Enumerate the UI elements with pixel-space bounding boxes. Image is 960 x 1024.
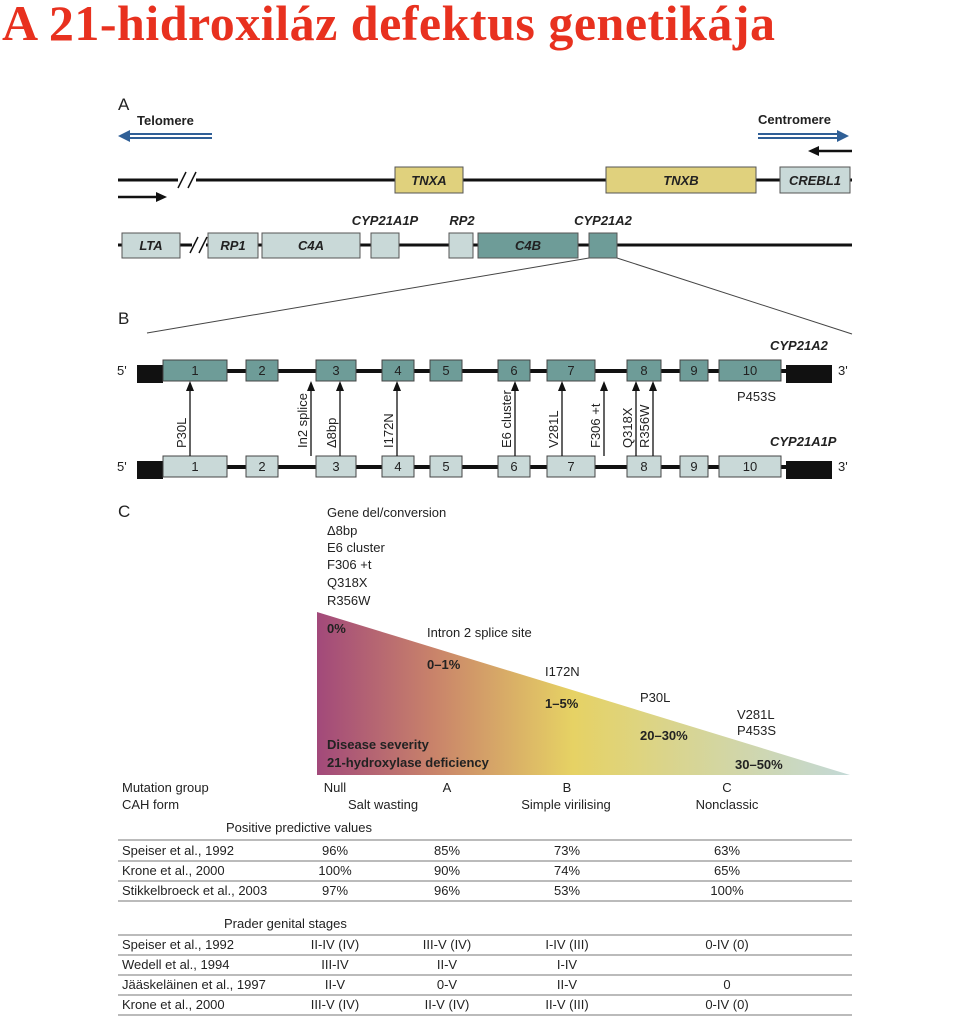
svg-text:7: 7 xyxy=(567,459,575,474)
svg-text:5: 5 xyxy=(442,363,450,378)
intron-2-splice-label: Intron 2 splice site xyxy=(427,625,532,640)
percent-a: 0–1% xyxy=(427,657,461,672)
svg-text:53%: 53% xyxy=(553,883,581,898)
cyp21a2-exon-4 xyxy=(382,360,414,381)
gene-box-cyp21a2 xyxy=(574,213,633,258)
p453s-label: P453S xyxy=(737,723,777,738)
panel-a-letter: A xyxy=(118,95,130,114)
svg-text:III-V (IV): III-V (IV) xyxy=(422,937,472,952)
cyp21a2-label: CYP21A2 xyxy=(770,338,828,353)
svg-text:3: 3 xyxy=(332,363,340,378)
panel-b-letter: B xyxy=(118,309,130,328)
five-prime-top: 5' xyxy=(117,363,127,378)
svg-text:I-IV (III): I-IV (III) xyxy=(545,937,589,952)
ppv-row xyxy=(118,863,852,881)
cyp21a1p-exon-7 xyxy=(547,456,595,477)
five-prime-bottom: 5' xyxy=(117,459,127,474)
cyp21a2-exon-9 xyxy=(680,360,708,381)
svg-text:2: 2 xyxy=(258,363,266,378)
svg-text:RP1: RP1 xyxy=(220,238,246,253)
direction-arrow-right xyxy=(118,192,167,202)
svg-text:Stikkelbroeck et al., 2003: Stikkelbroeck et al., 2003 xyxy=(122,883,268,898)
mutation-arrows xyxy=(174,381,657,456)
centromere-label: Centromere xyxy=(758,112,831,127)
p453s-mutation-label: P453S xyxy=(737,389,777,404)
ppv-table xyxy=(118,840,852,901)
svg-text:TNXA: TNXA xyxy=(411,173,447,188)
cyp21a2-exon-5 xyxy=(430,360,462,381)
ppv-row xyxy=(118,843,852,861)
centromere-arrow xyxy=(758,130,849,142)
svg-text:0-IV (0): 0-IV (0) xyxy=(705,997,749,1012)
gene-box-tnxa xyxy=(395,167,463,193)
svg-text:E6 cluster: E6 cluster xyxy=(499,390,514,448)
mutation-5 xyxy=(499,381,519,456)
cyp21a1p-exon-9 xyxy=(680,456,708,477)
mutation-4 xyxy=(381,381,401,456)
prader-row xyxy=(118,977,852,995)
panel-c-letter: C xyxy=(118,502,131,521)
svg-text:0-V: 0-V xyxy=(436,977,458,992)
i172n-label: I172N xyxy=(545,664,580,679)
svg-text:7: 7 xyxy=(567,363,575,378)
svg-text:C4A: C4A xyxy=(297,238,325,253)
svg-text:A: A xyxy=(442,780,452,795)
svg-text:R356W: R356W xyxy=(327,593,371,608)
svg-text:B: B xyxy=(562,780,572,795)
svg-text:II-V: II-V xyxy=(436,957,458,972)
svg-text:Jääskeläinen et al., 1997: Jääskeläinen et al., 1997 xyxy=(122,977,266,992)
disease-severity-label: Disease severity xyxy=(327,737,429,752)
v281l-label: V281L xyxy=(737,707,775,722)
svg-text:Δ8bp: Δ8bp xyxy=(327,523,358,538)
three-prime-bottom: 3' xyxy=(838,459,848,474)
svg-text:II-V: II-V xyxy=(324,977,346,992)
p30l-label: P30L xyxy=(640,690,671,705)
cah-form-row xyxy=(122,797,759,812)
svg-text:C4B: C4B xyxy=(514,238,542,253)
svg-text:Q318X: Q318X xyxy=(620,407,635,448)
mutation-2 xyxy=(295,381,315,456)
svg-text:100%: 100% xyxy=(710,883,744,898)
cyp21a2-exon-8 xyxy=(627,360,661,381)
svg-text:Wedell et al., 1994: Wedell et al., 1994 xyxy=(122,957,230,972)
svg-text:C: C xyxy=(722,780,732,795)
svg-text:I172N: I172N xyxy=(381,413,396,448)
svg-text:Gene del/conversion: Gene del/conversion xyxy=(327,505,447,520)
mutation-3 xyxy=(324,381,344,456)
svg-text:97%: 97% xyxy=(321,883,349,898)
svg-text:LTA: LTA xyxy=(139,238,163,253)
svg-text:Simple virilising: Simple virilising xyxy=(521,797,611,812)
prader-header: Prader genital stages xyxy=(224,916,347,931)
svg-text:Q318X: Q318X xyxy=(327,575,368,590)
mutation-7 xyxy=(588,381,608,456)
cyp21a1p-exon-6 xyxy=(498,456,530,477)
percent-p30l: 20–30% xyxy=(640,728,688,743)
svg-text:10: 10 xyxy=(742,363,758,378)
svg-text:3: 3 xyxy=(332,459,340,474)
svg-text:CREBL1: CREBL1 xyxy=(788,173,842,188)
svg-text:90%: 90% xyxy=(433,863,461,878)
mutation-9 xyxy=(637,381,657,456)
svg-text:6: 6 xyxy=(510,459,518,474)
svg-text:III-IV: III-IV xyxy=(321,957,349,972)
svg-text:II-V (III): II-V (III) xyxy=(545,997,589,1012)
svg-text:I-IV: I-IV xyxy=(556,957,578,972)
cyp21a2-exon-1 xyxy=(163,360,227,381)
svg-text:Nonclassic: Nonclassic xyxy=(695,797,759,812)
cyp21a1p-exon-1 xyxy=(163,456,227,477)
cyp21a1p-exon-2 xyxy=(246,456,278,477)
svg-text:Mutation group: Mutation group xyxy=(122,780,209,795)
telomere-arrow xyxy=(118,130,212,142)
svg-text:R356W: R356W xyxy=(637,404,652,448)
svg-text:F306 +t: F306 +t xyxy=(588,403,603,448)
svg-text:1: 1 xyxy=(191,459,199,474)
direction-arrow-left xyxy=(808,146,852,156)
svg-text:Speiser et al., 1992: Speiser et al., 1992 xyxy=(122,843,235,858)
svg-text:Speiser et al., 1992: Speiser et al., 1992 xyxy=(122,937,235,952)
svg-text:85%: 85% xyxy=(433,843,461,858)
svg-text:8: 8 xyxy=(640,363,648,378)
cyp21a2-exon-7 xyxy=(547,360,595,381)
ppv-header: Positive predictive values xyxy=(226,820,372,835)
gene-box-rp2 xyxy=(449,213,475,258)
svg-text:6: 6 xyxy=(510,363,518,378)
svg-text:5: 5 xyxy=(442,459,450,474)
three-prime-top: 3' xyxy=(838,363,848,378)
mutation-1 xyxy=(174,381,194,456)
mutation-group-row xyxy=(122,780,732,795)
svg-text:V281L: V281L xyxy=(546,410,561,448)
page-title: A 21-hidroxiláz defektus genetikája xyxy=(2,0,776,51)
svg-text:CYP21A2: CYP21A2 xyxy=(574,213,632,228)
svg-text:II-V (IV): II-V (IV) xyxy=(424,997,470,1012)
ppv-row xyxy=(118,883,852,901)
svg-text:74%: 74% xyxy=(553,863,581,878)
mutation-6 xyxy=(546,381,566,456)
svg-text:96%: 96% xyxy=(433,883,461,898)
svg-text:4: 4 xyxy=(394,363,402,378)
svg-text:Null: Null xyxy=(323,780,347,795)
svg-text:100%: 100% xyxy=(318,863,352,878)
gene-box-tnxb xyxy=(606,167,756,193)
gene-box-lta xyxy=(122,233,180,258)
svg-text:73%: 73% xyxy=(553,843,581,858)
null-mutation-list xyxy=(327,505,446,608)
svg-text:Krone et al., 2000: Krone et al., 2000 xyxy=(122,997,225,1012)
svg-text:In2 splice: In2 splice xyxy=(295,393,310,448)
cyp21a1p-exon-3 xyxy=(316,456,356,477)
gene-box-cyp21a1p xyxy=(352,213,419,258)
svg-text:4: 4 xyxy=(394,459,402,474)
cyp21a1p-exon-8 xyxy=(627,456,661,477)
prader-row xyxy=(118,937,852,955)
svg-text:1: 1 xyxy=(191,363,199,378)
svg-text:0-IV (0): 0-IV (0) xyxy=(705,937,749,952)
cyp21a1p-label: CYP21A1P xyxy=(770,434,837,449)
svg-text:F306 +t: F306 +t xyxy=(327,557,372,572)
svg-text:Krone et al., 2000: Krone et al., 2000 xyxy=(122,863,225,878)
prader-row xyxy=(118,997,852,1015)
gene-box-c4b xyxy=(478,233,578,258)
svg-text:63%: 63% xyxy=(713,843,741,858)
deficiency-label: 21-hydroxylase deficiency xyxy=(327,755,489,770)
gene-box-c4a xyxy=(262,233,360,258)
cyp21a2-exon-2 xyxy=(246,360,278,381)
percent-c: 30–50% xyxy=(735,757,783,772)
svg-text:65%: 65% xyxy=(713,863,741,878)
svg-text:E6 cluster: E6 cluster xyxy=(327,540,385,555)
svg-text:9: 9 xyxy=(690,363,698,378)
zoom-lines xyxy=(147,258,852,334)
telomere-label: Telomere xyxy=(137,113,194,128)
gene-box-rp1 xyxy=(208,233,258,258)
svg-text:9: 9 xyxy=(690,459,698,474)
svg-text:0: 0 xyxy=(723,977,731,992)
svg-text:CAH form: CAH form xyxy=(122,797,180,812)
cyp21a2-exon-6 xyxy=(498,360,530,381)
svg-text:II-V: II-V xyxy=(556,977,578,992)
gene-box-crebl1 xyxy=(780,167,850,193)
prader-table xyxy=(118,935,852,1015)
prader-row xyxy=(118,957,852,975)
svg-text:Salt wasting: Salt wasting xyxy=(347,797,419,812)
svg-text:Δ8bp: Δ8bp xyxy=(324,417,339,448)
cyp21a1p-exon-5 xyxy=(430,456,462,477)
svg-text:III-V (IV): III-V (IV) xyxy=(310,997,360,1012)
cyp21a2-exon-3 xyxy=(316,360,356,381)
cyp21a1p-exon-10 xyxy=(719,456,781,477)
percent-b: 1–5% xyxy=(545,696,579,711)
svg-text:2: 2 xyxy=(258,459,266,474)
svg-text:10: 10 xyxy=(742,459,758,474)
svg-text:CYP21A1P: CYP21A1P xyxy=(351,213,419,228)
svg-text:96%: 96% xyxy=(321,843,349,858)
cyp21a2-exon-10 xyxy=(719,360,781,381)
percent-null: 0% xyxy=(327,621,346,636)
svg-text:TNXB: TNXB xyxy=(663,173,699,188)
svg-text:8: 8 xyxy=(640,459,648,474)
svg-text:II-IV (IV): II-IV (IV) xyxy=(310,937,360,952)
svg-text:P30L: P30L xyxy=(174,417,189,448)
cyp21a1p-exon-4 xyxy=(382,456,414,477)
svg-text:RP2: RP2 xyxy=(449,213,475,228)
